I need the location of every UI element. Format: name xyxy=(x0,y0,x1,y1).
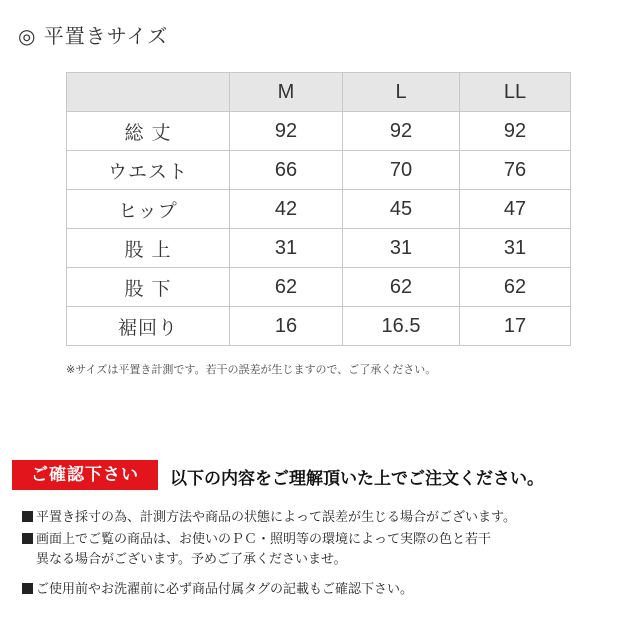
row-label: 総 丈 xyxy=(67,112,230,151)
list-item xyxy=(22,508,516,528)
notice-text: ご使用前やお洗濯前に必ず商品付属タグの記載もご確認下さい。 xyxy=(36,582,414,597)
cell-value: 16 xyxy=(230,307,343,346)
size-note: ※サイズは平置き計測です。若干の誤差が生じますので、ご了承ください。 xyxy=(66,363,437,376)
table-row xyxy=(67,112,571,151)
list-item xyxy=(22,580,516,600)
cell-value: 66 xyxy=(230,151,343,190)
cell-value: 62 xyxy=(460,268,571,307)
notice-text: 画面上でご覧の商品は、お使いのＰＣ・照明等の環境によって実際の色と若干 xyxy=(36,532,492,547)
cell-value: 92 xyxy=(343,112,460,151)
row-label: 股 下 xyxy=(67,268,230,307)
cell-value: 70 xyxy=(343,151,460,190)
notice-text-continued: 異なる場合がございます。予めご了承くださいませ。 xyxy=(36,552,347,567)
square-bullet-icon xyxy=(22,511,33,522)
confirm-heading: 以下の内容をご理解頂いた上でご注文ください。 xyxy=(170,469,544,489)
confirm-badge: ご確認下さい xyxy=(12,460,158,490)
page-title: ◎ 平置きサイズ xyxy=(18,24,169,48)
size-table-header xyxy=(67,73,571,112)
list-item xyxy=(22,530,516,570)
table-row xyxy=(67,190,571,229)
header-empty-cell xyxy=(67,73,230,112)
cell-value: 62 xyxy=(343,268,460,307)
table-row xyxy=(67,307,571,346)
cell-value: 76 xyxy=(460,151,571,190)
row-label: ウエスト xyxy=(67,151,230,190)
notice-list xyxy=(22,508,516,602)
notice-text: 平置き採寸の為、計測方法や商品の状態によって誤差が生じる場合がございます。 xyxy=(36,510,516,525)
cell-value: 47 xyxy=(460,190,571,229)
header-size-l: L xyxy=(343,73,460,112)
cell-value: 31 xyxy=(343,229,460,268)
cell-value: 42 xyxy=(230,190,343,229)
header-size-ll: LL xyxy=(460,73,571,112)
cell-value: 92 xyxy=(230,112,343,151)
cell-value: 92 xyxy=(460,112,571,151)
square-bullet-icon xyxy=(22,533,33,544)
cell-value: 16.5 xyxy=(343,307,460,346)
cell-value: 31 xyxy=(230,229,343,268)
table-row xyxy=(67,229,571,268)
cell-value: 17 xyxy=(460,307,571,346)
row-label: 裾回り xyxy=(67,307,230,346)
square-bullet-icon xyxy=(22,583,33,594)
cell-value: 45 xyxy=(343,190,460,229)
header-size-m: M xyxy=(230,73,343,112)
table-row xyxy=(67,151,571,190)
size-table xyxy=(66,72,571,346)
table-row xyxy=(67,268,571,307)
row-label: ヒップ xyxy=(67,190,230,229)
row-label: 股 上 xyxy=(67,229,230,268)
cell-value: 31 xyxy=(460,229,571,268)
cell-value: 62 xyxy=(230,268,343,307)
